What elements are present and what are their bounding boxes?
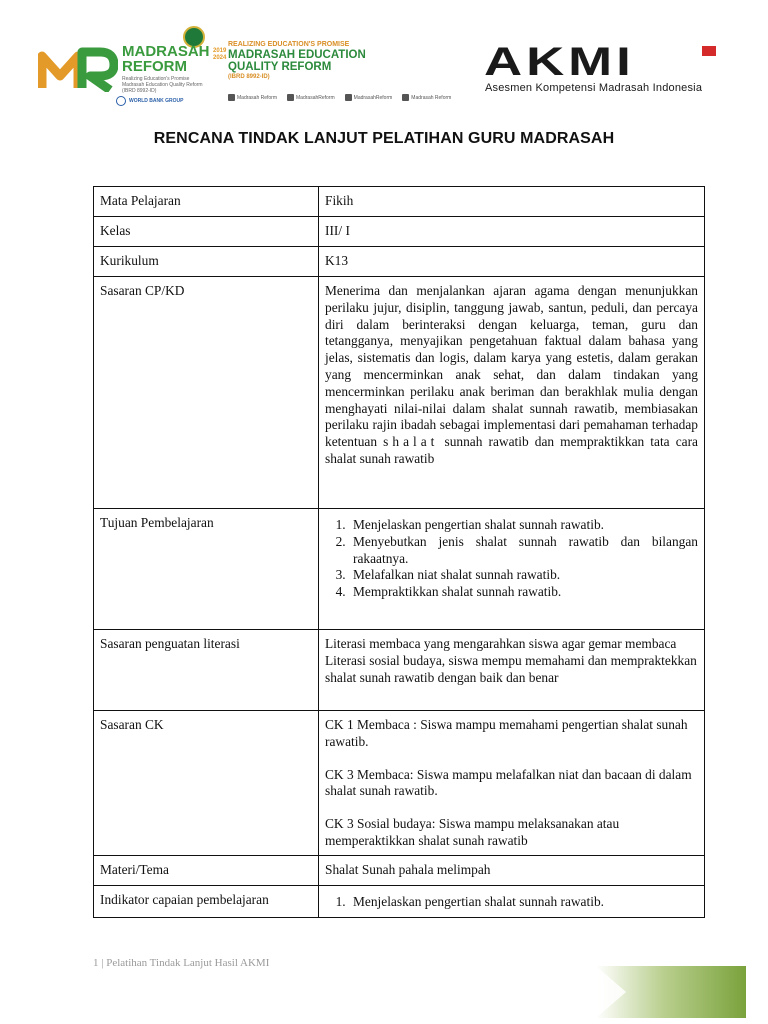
row-value-materi: Shalat Sunah pahala melimpah xyxy=(319,856,705,886)
row-value-tujuan xyxy=(319,509,705,630)
social-youtube[interactable] xyxy=(402,94,451,101)
row-value-sasaran-cp xyxy=(319,277,705,509)
row-label-kurikulum: Kurikulum xyxy=(94,247,319,277)
world-bank-badge xyxy=(116,96,183,106)
youtube-icon xyxy=(402,94,409,101)
sasaran-cp-spaced-word: shalat xyxy=(383,434,439,450)
list-item: 3. Melafalkan niat shalat sunnah rawatib. xyxy=(349,567,698,584)
row-label-literasi: Sasaran penguatan literasi xyxy=(94,630,319,711)
row-label-sasaran-cp: Sasaran CP/KD xyxy=(94,277,319,509)
social-facebook[interactable] xyxy=(228,94,277,101)
list-item: 1. Menjelaskan pengertian shalat sunnah rawatib. xyxy=(349,894,698,911)
world-bank-icon xyxy=(116,96,126,106)
world-bank-label: WORLD BANK GROUP xyxy=(129,98,184,104)
table-row xyxy=(94,187,705,217)
social-links xyxy=(228,94,451,101)
social-instagram[interactable] xyxy=(345,94,393,101)
table-row xyxy=(94,509,705,630)
social-twitter-label: MadrasahReform xyxy=(296,94,335,101)
table-row xyxy=(94,217,705,247)
akmi-wordmark: AKMI xyxy=(484,40,635,84)
ck-item-1: CK 1 Membaca : Siswa mampu memahami pengertian shalat sunah rawatib. xyxy=(325,717,688,749)
table-row xyxy=(94,630,705,711)
madrasah-reform-title xyxy=(122,44,210,74)
social-twitter[interactable] xyxy=(287,94,335,101)
table-row xyxy=(94,711,705,856)
social-facebook-label: Madrasah Reform xyxy=(237,94,278,101)
social-instagram-label: MadrasahReform xyxy=(353,94,393,101)
akmi-logo xyxy=(484,42,752,98)
row-value-ck xyxy=(319,711,705,856)
list-item: 1. Menjelaskan pengertian shalat sunnah rawatib. xyxy=(349,517,698,534)
ck-item-3: CK 3 Sosial budaya: Siswa mampu melaksanakan atau memperaktikkan shalat sunah rawatib xyxy=(325,816,620,848)
sasaran-cp-text-end: sunnah rawatib dan mempraktikkan tata cara shalat sunah rawatib xyxy=(325,434,698,466)
table-row xyxy=(94,277,705,509)
row-label-mapel: Mata Pelajaran xyxy=(94,187,319,217)
ck-item-2: CK 3 Membaca: Siswa mampu melafalkan niat dan bacaan di dalam shalat sunah rawatib. xyxy=(325,766,692,799)
footer-decoration xyxy=(596,966,746,1018)
table-row xyxy=(94,247,705,277)
table-row xyxy=(94,856,705,886)
table-row xyxy=(94,886,705,918)
facebook-icon xyxy=(228,94,235,101)
literasi-line-2: Literasi sosial budaya, siswa mempu memahami dan mempraktekkan shalat sunah rawatib dengan baik dan benar xyxy=(325,652,697,685)
page-title: RENCANA TINDAK LANJUT PELATIHAN GURU MADRASAH xyxy=(153,130,615,147)
list-item: 2. Menyebutkan jenis shalat sunnah rawatib dan bilangan rakaatnya. xyxy=(349,534,698,568)
row-label-materi: Materi/Tema xyxy=(94,856,319,886)
madrasah-years: 2019 2024 xyxy=(213,48,227,61)
madrasah-title-line2: REFORM xyxy=(122,58,187,75)
row-label-ck: Sasaran CK xyxy=(94,711,319,856)
twitter-icon xyxy=(287,94,294,101)
row-value-kurikulum: K13 xyxy=(319,247,705,277)
social-youtube-label: Madrasah Reform xyxy=(411,94,452,101)
madrasah-title-line1: MADRASAH xyxy=(122,43,210,60)
madrasah-subtitle: Realizing Education's Promise Madrasah Education Quality Reform (IBRD 8992-ID) xyxy=(122,76,203,94)
mer-logo xyxy=(228,40,468,104)
list-item: 4. Mempraktikkan shalat sunnah rawatib. xyxy=(349,584,698,601)
row-label-indikator: Indikator capaian pembelajaran xyxy=(94,886,319,918)
tujuan-list xyxy=(325,517,698,601)
mer-code: (IBRD 8992-ID) xyxy=(228,74,270,80)
mer-tagline: REALIZING EDUCATION'S PROMISE xyxy=(228,41,350,48)
mer-title-line1: MADRASAH EDUCATION xyxy=(228,49,366,61)
row-label-kelas: Kelas xyxy=(94,217,319,247)
madrasah-reform-logo xyxy=(38,26,228,106)
literasi-line-1: Literasi membaca yang mengarahkan siswa agar gemar membaca xyxy=(325,636,677,651)
instagram-icon xyxy=(345,94,352,101)
footer-page-label: 1 | Pelatihan Tindak Lanjut Hasil AKMI xyxy=(93,957,270,969)
row-label-tujuan: Tujuan Pembelajaran xyxy=(94,509,319,630)
mer-title-line2: QUALITY REFORM xyxy=(228,61,332,73)
row-value-kelas: III/ I xyxy=(319,217,705,247)
lesson-plan-table xyxy=(93,186,705,918)
row-value-mapel: Fikih xyxy=(319,187,705,217)
row-value-indikator xyxy=(319,886,705,918)
akmi-subtitle: Asesmen Kompetensi Madrasah Indonesia xyxy=(485,82,703,94)
indikator-list xyxy=(325,894,698,911)
row-value-literasi xyxy=(319,630,705,711)
sasaran-cp-text: Menerima dan menjalankan ajaran agama dengan menunjukkan perilaku jujur, disiplin, tanggung jawab, santun, peduli, dan percaya diri dalam berinteraksi dengan keluarga, teman, guru dan tetangganya, menyajikan pengetahuan faktual dalam bahasa yang jelas, sistematis dan logis, dalam karya yang estetis, dalam gerakan yang mencerminkan anak sehat, dan dalam tindakan yang mencerminkan perilaku anak beriman dan berakhlak mulia dengan menghayati nilai-nilai dalam shalat sunnah rawatib, membiasakan perilaku rajin ibadah sebagai implementasi dari pemahaman terhadap ketentuan xyxy=(325,283,698,450)
mr-logo-mark xyxy=(38,38,118,92)
akmi-flag-icon xyxy=(702,46,716,56)
